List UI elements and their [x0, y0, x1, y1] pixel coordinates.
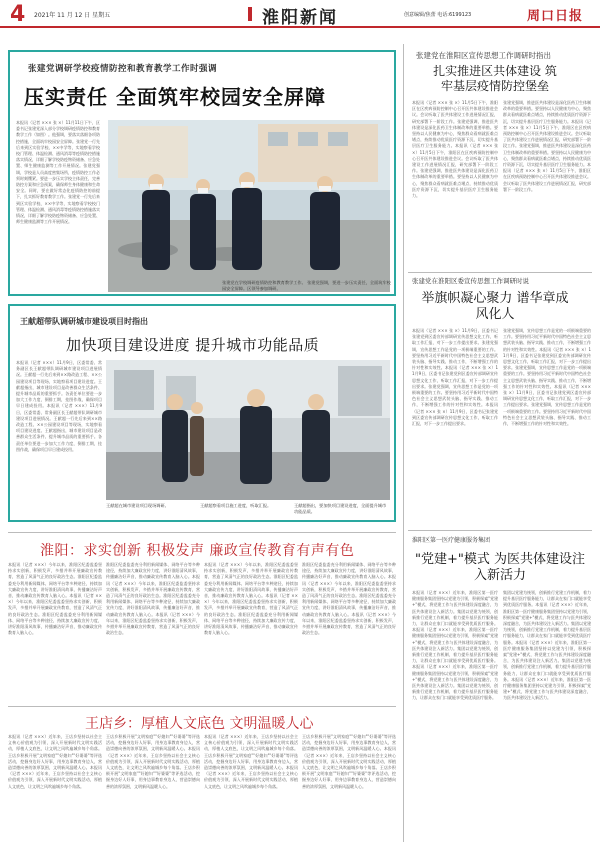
article-headline: 王店乡：厚植人文底色 文明温暖人心	[85, 716, 314, 732]
article-headline: 压实责任 全面筑牢校园安全屏障	[24, 85, 326, 109]
article-headline: 举旗帜凝心聚力 谱华章成风化人	[421, 291, 569, 322]
photo-caption: 张建党在学校调研疫情防控和教育教学工作。 张建党强调，要进一步压实责任，全面筑牢校园安全屏障。区领导参加调研。	[222, 280, 391, 291]
article-body-continued: 本报讯（记者 ×××）今年以来，淮阳区纪委监委坚持求实创新，积极发声，多措并举开展廉政宣传教育，营造了风清气正的良好政治生态。淮阳区纪委监委充分利用新闻媒体、网络平台等多种途径，持续加大廉政宣传力度，讲好淮阳清风故事，传播廉洁好声音，推动廉政宣传教育入脑入心。本报讯（记者 ×××）今年以来，淮阳区纪委监委坚持求实创新，积极发声，多措并举开展廉政宣传教育，营造了风清气正的良好政治生态。淮阳区纪委监委充分利用新闻媒体、网络平台等多种途径，持续加大廉政宣传力度，讲好淮阳清风故事，传播廉洁好声音，推动廉政宣传教育入脑入心。	[204, 562, 298, 636]
page-header	[0, 0, 600, 28]
article-body: 本报讯（记者 ×××）11月9日，区委常委、常务副区长王献超带队调研城市建设项目进展情况。王献超一行先后来到××路改造工程、××公园建设项目等现场，实地察看项目建设进度。王献超指出，城市建设项目是改善群众生活条件、提升城市品质的重要抓手。各责任单位要进一步加大工作力度，倒排工期，挂图作战，确保项目早日建成投用。本报讯（记者 ×××）11月9日，区委常委、常务副区长王献超带队调研城市建设项目进展情况。王献超一行先后来到××路改造工程、××公园建设项目等现场，实地察看项目建设进度。王献超指出，城市建设项目是改善群众生活条件、提升城市品质的重要抓手。各责任单位要进一步加大工作力度，倒排工期，挂图作战，确保项目早日建成投用。	[16, 360, 102, 452]
photo-caption-a: 王献超在城市建设项目现场调研。	[106, 503, 169, 508]
divider	[8, 706, 396, 707]
article-headline: "党建+"模式 为医共体建设注入新活力	[415, 552, 585, 583]
article-kicker: 张建党调研学校疫情防控和教育教学工作时强调	[28, 64, 218, 74]
page-number: 4	[10, 2, 26, 27]
photo-caption-c: 王献超指出，要加快项目建设进度，全面提升城市功能品质。	[294, 503, 387, 514]
article-kicker: 张建党在淮阳区委宣传思想工作调研时说	[412, 277, 529, 285]
article-school-safety	[8, 50, 396, 296]
article-body-continued: 集团以党建为统领，创新推行党建工作机制，着力提升基层医疗服务能力，让群众在家门口就能享受到优质医疗服务。本报讯（记者 ×××）近年来，淮阳区第一医疗健康服务集团坚持以党建为引领，积极探索"党建+"模式，将党建工作与医共体建设深度融合，为医共体建设注入新活力。集团以党建为统领，创新推行党建工作机制，着力提升基层医疗服务能力，让群众在家门口就能享受到优质医疗服务。本报讯（记者 ×××）近年来，淮阳区第一医疗健康服务集团坚持以党建为引领，积极探索"党建+"模式，将党建工作与医共体建设深度融合，为医共体建设注入新活力。集团以党建为统领，创新推行党建工作机制，着力提升基层医疗服务能力，让群众在家门口就能享受到优质医疗服务。本报讯（记者 ×××）近年来，淮阳区第一医疗健康服务集团坚持以党建为引领，积极探索"党建+"模式，将党建工作与医共体建设深度融合，为医共体建设注入新活力。	[503, 590, 591, 701]
divider	[408, 530, 592, 531]
article-body-continued: 王店乡积极开展"文明家庭""好媳妇""好婆婆"等评选活动，挖掘身边好人好事，用身边事教育身边人，营造崇德向善的浓厚氛围，文明新风温暖人心。本报讯（记者 ×××）近年来，王店乡坚持以社会主义核心价值观为引领，深入开展新时代文明实践活动，厚植人文底色，让文明之风吹遍城乡每个角落。王店乡积极开展"文明家庭""好媳妇""好婆婆"等评选活动，挖掘身边好人好事，用身边事教育身边人，营造崇德向善的浓厚氛围，文明新风温暖人心。	[106, 734, 200, 789]
article-body-continued: 淮阳区纪委监委充分利用新闻媒体、网络平台等多种途径，持续加大廉政宣传力度，讲好淮阳清风故事，传播廉洁好声音，推动廉政宣传教育入脑入心。本报讯（记者 ×××）今年以来，淮阳区纪委监委坚持求实创新，积极发声，多措并举开展廉政宣传教育，营造了风清气正的良好政治生态。淮阳区纪委监委充分利用新闻媒体、网络平台等多种途径，持续加大廉政宣传力度，讲好淮阳清风故事，传播廉洁好声音，推动廉政宣传教育入脑入心。本报讯（记者 ×××）今年以来，淮阳区纪委监委坚持求实创新，积极发声，多措并举开展廉政宣传教育，营造了风清气正的良好政治生态。	[106, 562, 200, 636]
article-body: 本报讯（记者 ××× 张 ×）11月5日下午，淮阳区在区疾病预防控制中心召开医共体建设推进会议。会议听取了医共体建设工作进展情况汇报，研究部署下一阶段工作。张建党强调，推进医共体建设是深化医药卫生体制改革的重要举措。要坚持以人民健康为中心，聚焦群众看病就医难点堵点，持续推动优质医疗资源下沉，切实提升基层医疗卫生服务能力。本报讯（记者 ××× 张 ×）11月5日下午，淮阳区在区疾病预防控制中心召开医共体建设推进会议。会议听取了医共体建设工作进展情况汇报，研究部署下一阶段工作。张建党强调，推进医共体建设是深化医药卫生体制改革的重要举措。要坚持以人民健康为中心，聚焦群众看病就医难点堵点，持续推动优质医疗资源下沉，切实提升基层医疗卫生服务能力。	[412, 100, 498, 199]
article-body-continued: 淮阳区纪委监委充分利用新闻媒体、网络平台等多种途径，持续加大廉政宣传力度，讲好淮阳清风故事，传播廉洁好声音，推动廉政宣传教育入脑入心。本报讯（记者 ×××）今年以来，淮阳区纪委监委坚持求实创新，积极发声，多措并举开展廉政宣传教育，营造了风清气正的良好政治生态。淮阳区纪委监委充分利用新闻媒体、网络平台等多种途径，持续加大廉政宣传力度，讲好淮阳清风故事，传播廉洁好声音，推动廉政宣传教育入脑入心。本报讯（记者 ×××）今年以来，淮阳区纪委监委坚持求实创新，积极发声，多措并举开展廉政宣传教育，营造了风清气正的良好政治生态。	[302, 562, 396, 636]
article-headline: 扎实推进区共体建设 筑牢基层疫情防控堡垒	[433, 64, 557, 93]
section-marker	[248, 7, 252, 21]
article-kicker: 淮阳区第一医疗健康服务集团	[412, 537, 491, 544]
column-divider	[403, 44, 404, 842]
editor-line: 创意编辑/焦蕾 电话:6199123	[404, 12, 472, 18]
article-headline: 加快项目建设进度 提升城市功能品质	[66, 336, 320, 354]
article-body-continued: 王店乡积极开展"文明家庭""好媳妇""好婆婆"等评选活动，挖掘身边好人好事，用身边事教育身边人，营造崇德向善的浓厚氛围，文明新风温暖人心。本报讯（记者 ×××）近年来，王店乡坚持以社会主义核心价值观为引领，深入开展新时代文明实践活动，厚植人文底色，让文明之风吹遍城乡每个角落。王店乡积极开展"文明家庭""好媳妇""好婆婆"等评选活动，挖掘身边好人好事，用身边事教育身边人，营造崇德向善的浓厚氛围，文明新风温暖人心。	[302, 734, 396, 789]
article-body-continued: 本报讯（记者 ×××）近年来，王店乡坚持以社会主义核心价值观为引领，深入开展新时代文明实践活动，厚植人文底色，让文明之风吹遍城乡每个角落。王店乡积极开展"文明家庭""好媳妇""好婆婆"等评选活动，挖掘身边好人好事，用身边事教育身边人，营造崇德向善的浓厚氛围，文明新风温暖人心。本报讯（记者 ×××）近年来，王店乡坚持以社会主义核心价值观为引领，深入开展新时代文明实践活动，厚植人文底色，让文明之风吹遍城乡每个角落。	[204, 734, 298, 789]
divider	[8, 532, 396, 533]
article-body: 本报讯（记者 ××× 张 ×）11月11日下午，区委书记张建党深入部分学校调研疫情防控和教育教学工作（如图）。他强调，要落实落细各项防控措施，全面筑牢校园安全屏障。张建党一行先后来到区实验学校、××中学等，实地察看学校校门管理、体温检测、通风消毒等疫情防控措施落实情况，详细了解学校防疫物资储备、应急处置、师生健康监测等工作开展情况。张建党强调，学校是人员高度密集场所，疫情防控工作必须时刻绷紧。要进一步压实学校主体责任，完善防控方案和应急预案，确保师生身体健康和生命安全。同时，要在做好常态化疫情防控的前提下，扎实抓好教育教学工作。张建党一行先后来到区实验学校、××中学等，实地察看学校校门管理、体温检测、通风消毒等疫情防控措施落实情况，详细了解学校防疫物资储备、应急处置、师生健康监测等工作开展情况。	[16, 120, 100, 225]
article-body: 本报讯（记者 ×××）今年以来，淮阳区纪委监委坚持求实创新，积极发声，多措并举开展廉政宣传教育，营造了风清气正的良好政治生态。淮阳区纪委监委充分利用新闻媒体、网络平台等多种途径，持续加大廉政宣传力度，讲好淮阳清风故事，传播廉洁好声音，推动廉政宣传教育入脑入心。本报讯（记者 ×××）今年以来，淮阳区纪委监委坚持求实创新，积极发声，多措并举开展廉政宣传教育，营造了风清气正的良好政治生态。淮阳区纪委监委充分利用新闻媒体、网络平台等多种途径，持续加大廉政宣传力度，讲好淮阳清风故事，传播廉洁好声音，推动廉政宣传教育入脑入心。	[8, 562, 102, 636]
article-kicker: 张建党在淮阳区宣传思想工作调研时指出	[416, 51, 551, 60]
issue-date: 2021年 11 月 12 日 星期五	[34, 12, 111, 19]
article-body-continued: 张建党强调，推进医共体建设是深化医药卫生体制改革的重要举措。要坚持以人民健康为中心，聚焦群众看病就医难点堵点，持续推动优质医疗资源下沉，切实提升基层医疗卫生服务能力。本报讯（记者 ××× 张 ×）11月5日下午，淮阳区在区疾病预防控制中心召开医共体建设推进会议。会议听取了医共体建设工作进展情况汇报，研究部署下一阶段工作。张建党强调，推进医共体建设是深化医药卫生体制改革的重要举措。要坚持以人民健康为中心，聚焦群众看病就医难点堵点，持续推动优质医疗资源下沉，切实提升基层医疗卫生服务能力。本报讯（记者 ××× 张 ×）11月5日下午，淮阳区在区疾病预防控制中心召开医共体建设推进会议。会议听取了医共体建设工作进展情况汇报，研究部署下一阶段工作。	[503, 100, 591, 192]
article-body: 本报讯（记者 ×××）近年来，王店乡坚持以社会主义核心价值观为引领，深入开展新时代文明实践活动，厚植人文底色，让文明之风吹遍城乡每个角落。王店乡积极开展"文明家庭""好媳妇""好婆婆"等评选活动，挖掘身边好人好事，用身边事教育身边人，营造崇德向善的浓厚氛围，文明新风温暖人心。本报讯（记者 ×××）近年来，王店乡坚持以社会主义核心价值观为引领，深入开展新时代文明实践活动，厚植人文底色，让文明之风吹遍城乡每个角落。	[8, 734, 102, 789]
article-kicker: 王献超带队调研城市建设项目时指出	[20, 317, 148, 326]
article-photo	[108, 120, 390, 292]
section-title: 淮阳新闻	[262, 8, 338, 28]
photo-caption-b: 王献超察看项目施工进度，听取汇报。	[200, 503, 272, 508]
article-body: 本报讯（记者 ××× 张 ×）11月9日，区委书记张建党到区委宣传部调研宣传思想文化工作，听取工作汇报，对下一步工作提出要求。张建党强调，宣传思想工作是党的一项极端重要的工作。要坚持用习近平新时代中国特色社会主义思想武装头脑、指导实践、推动工作，不断增强工作的针对性和实效性。本报讯（记者 ××× 张 ×）11月9日，区委书记张建党到区委宣传部调研宣传思想文化工作，听取工作汇报，对下一步工作提出要求。张建党强调，宣传思想工作是党的一项极端重要的工作。要坚持用习近平新时代中国特色社会主义思想武装头脑、指导实践、推动工作，不断增强工作的针对性和实效性。本报讯（记者 ××× 张 ×）11月9日，区委书记张建党到区委宣传部调研宣传思想文化工作，听取工作汇报，对下一步工作提出要求。	[412, 328, 498, 427]
newspaper-logo: 周口日报	[527, 9, 584, 24]
article-headline: 淮阳：求实创新 积极发声 廉政宣传教育有声有色	[40, 543, 355, 559]
divider	[408, 272, 592, 273]
article-photo	[106, 360, 390, 500]
article-urban-projects	[8, 304, 396, 522]
article-body-continued: 张建党强调，宣传思想工作是党的一项极端重要的工作。要坚持用习近平新时代中国特色社会主义思想武装头脑、指导实践、推动工作，不断增强工作的针对性和实效性。本报讯（记者 ××× 张 ×）11月9日，区委书记张建党到区委宣传部调研宣传思想文化工作，听取工作汇报，对下一步工作提出要求。张建党强调，宣传思想工作是党的一项极端重要的工作。要坚持用习近平新时代中国特色社会主义思想武装头脑、指导实践、推动工作，不断增强工作的针对性和实效性。本报讯（记者 ××× 张 ×）11月9日，区委书记张建党到区委宣传部调研宣传思想文化工作，听取工作汇报，对下一步工作提出要求。张建党强调，宣传思想工作是党的一项极端重要的工作。要坚持用习近平新时代中国特色社会主义思想武装头脑、指导实践、推动工作，不断增强工作的针对性和实效性。	[503, 328, 591, 427]
article-body: 本报讯（记者 ×××）近年来，淮阳区第一医疗健康服务集团坚持以党建为引领，积极探索"党建+"模式，将党建工作与医共体建设深度融合，为医共体建设注入新活力。集团以党建为统领，创新推行党建工作机制，着力提升基层医疗服务能力，让群众在家门口就能享受到优质医疗服务。本报讯（记者 ×××）近年来，淮阳区第一医疗健康服务集团坚持以党建为引领，积极探索"党建+"模式，将党建工作与医共体建设深度融合，为医共体建设注入新活力。集团以党建为统领，创新推行党建工作机制，着力提升基层医疗服务能力，让群众在家门口就能享受到优质医疗服务。本报讯（记者 ×××）近年来，淮阳区第一医疗健康服务集团坚持以党建为引领，积极探索"党建+"模式，将党建工作与医共体建设深度融合，为医共体建设注入新活力。集团以党建为统领，创新推行党建工作机制，着力提升基层医疗服务能力，让群众在家门口就能享受到优质医疗服务。	[412, 590, 498, 701]
